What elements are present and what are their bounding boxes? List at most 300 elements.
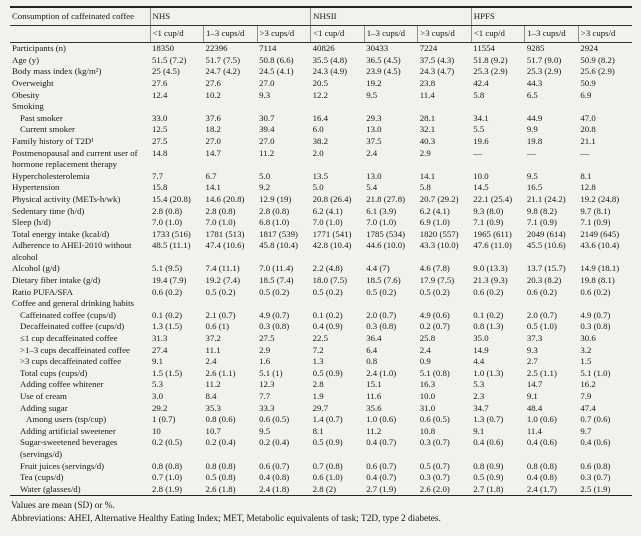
cell-value: 11.6 <box>366 391 382 401</box>
table-row <box>10 43 632 55</box>
table-row <box>10 206 632 218</box>
cell-value: 14.7 <box>526 379 543 390</box>
row-label: Hypercholesterolemia <box>12 170 90 181</box>
cell-value: 6.2 (4.1) <box>312 205 343 216</box>
cell-value: 30433 <box>366 43 389 54</box>
cell-value: 13.0 <box>366 170 382 181</box>
cell-value: 18.5 (7.6) <box>366 275 401 286</box>
cell-value: 2049 (614) <box>526 228 566 239</box>
cell-value: 5.8 <box>473 89 485 100</box>
cell-value: 1785 (534) <box>366 228 406 239</box>
row-label: Dietary fiber intake (g/d) <box>12 275 101 286</box>
cell-value: 7.7 <box>152 170 163 181</box>
cell-value: 11554 <box>473 43 495 54</box>
cell-value: 29.2 <box>152 402 168 413</box>
cell-value: 6.5 <box>526 89 538 100</box>
cell-value: 4.6 (7.8) <box>419 263 450 274</box>
table-row <box>10 217 632 229</box>
cell-value <box>204 298 258 310</box>
cell-value: 1.0 (0.6) <box>366 414 397 425</box>
cell-value: 7.0 (1.0) <box>205 217 236 228</box>
table-stub-header: Consumption of caffeinated coffee <box>10 7 150 25</box>
cell-value: 1.6 <box>259 356 271 367</box>
cell-value: 34.1 <box>473 112 489 123</box>
cell-value: 0.7 (1.0) <box>152 472 183 483</box>
row-label: Water (glasses/d) <box>20 483 81 494</box>
row-label: Sedentary time (h/d) <box>12 205 85 216</box>
cell-value: 25.3 (2.9) <box>526 66 562 77</box>
footnote-abbreviations: Abbreviations: AHEI, Alternative Healthy Eating Index; MET, Metabolic equivalents of task; T2D, type 2 diabetes. <box>11 514 441 525</box>
row-label: >1–3 cups decaffeinated coffee <box>20 344 130 355</box>
table-row <box>10 321 632 333</box>
cell-value: 2.8 (2) <box>312 483 337 494</box>
cell-value: 22396 <box>205 43 228 54</box>
cell-value: 9.5 <box>526 170 538 181</box>
dose-header: <1 cup/d <box>311 25 365 43</box>
cell-value: 9.3 <box>259 89 271 100</box>
cell-value: 48.5 (11.1) <box>152 240 191 251</box>
cell-value: 6.2 (4.1) <box>419 205 450 216</box>
cell-value: 9.7 <box>580 425 592 436</box>
cell-value: 2.3 <box>473 391 485 401</box>
cell-value: 0.4 (0.6) <box>526 437 557 448</box>
cell-value: 24.3 (4.9) <box>312 66 348 77</box>
cell-value: 22.1 (25.4) <box>473 193 513 204</box>
cell-value: 0.4 (0.7) <box>366 437 397 448</box>
row-label: Among users (tsp/cup) <box>26 414 107 425</box>
cell-value: 0.6 (0.7) <box>366 460 397 471</box>
cell-value: 0.8 (0.9) <box>473 460 504 471</box>
cell-value: 2.6 (1.8) <box>205 483 236 494</box>
cohort-header-row <box>10 7 632 25</box>
cell-value: 21.1 <box>580 135 596 146</box>
cell-value: 23.8 <box>419 77 436 88</box>
dose-header-row <box>10 25 632 43</box>
row-label: Total energy intake (kcal/d) <box>12 228 110 239</box>
cell-value <box>418 101 472 113</box>
cell-value: 50.8 (6.6) <box>259 54 294 65</box>
cell-value: 48.4 <box>526 402 543 413</box>
table-row <box>10 55 632 67</box>
cell-value: 1.4 (0.7) <box>312 414 343 425</box>
cell-value: 0.4 (0.7) <box>366 472 397 483</box>
cell-value: 6.8 (1.0) <box>259 217 290 228</box>
cell-value <box>311 101 365 113</box>
cell-value <box>257 101 311 113</box>
table-row <box>10 171 632 183</box>
cell-value: 27.0 <box>205 135 221 146</box>
row-label: Body mass index (kg/m²) <box>12 66 102 77</box>
cell-value: 0.5 (0.2) <box>205 286 236 297</box>
table-row <box>10 379 632 391</box>
row-label: Overweight <box>12 77 54 88</box>
cell-value: 0.5 (0.2) <box>259 286 290 297</box>
cell-value: 2.0 (0.7) <box>526 309 557 320</box>
cell-value: 51.7 (9.0) <box>526 54 562 65</box>
cell-value: 6.9 (1.0) <box>419 217 450 228</box>
cell-value: 2924 <box>580 43 598 54</box>
cell-value: 25 (4.5) <box>152 66 180 77</box>
cell-value: 37.3 <box>526 333 543 344</box>
cell-value: 5.1 (9.5) <box>152 263 183 274</box>
cell-value: 35.5 (4.8) <box>312 54 348 65</box>
cell-value: 36.5 (4.5) <box>366 54 401 65</box>
section-row <box>10 298 632 310</box>
cell-value: 18350 <box>152 43 174 54</box>
cell-value: 43.3 (10.0) <box>419 240 459 251</box>
row-label: >3 cups decaffeinated coffee <box>20 356 122 367</box>
table-row <box>10 461 632 473</box>
cell-value: 19.8 <box>526 135 543 146</box>
row-label: Postmenopausal and current user of hormone replacement therapy <box>12 147 138 170</box>
cell-value: 2.8 (0.8) <box>152 205 183 216</box>
cell-value: 1817 (539) <box>259 228 298 239</box>
cell-value: 10.2 <box>205 89 221 100</box>
cell-value: 0.6 (0.2) <box>152 286 183 297</box>
cell-value: 27.0 <box>259 77 275 88</box>
cell-value: 31.3 <box>152 333 168 344</box>
cell-value: 24.3 (4.7) <box>419 66 455 77</box>
cell-value: 47.4 <box>580 402 596 413</box>
cell-value: 29.3 <box>366 112 382 123</box>
cell-value: 9.3 <box>526 344 538 355</box>
cell-value: 7.7 <box>259 391 271 401</box>
cell-value: 2.7 <box>526 356 538 367</box>
cell-value: 11.2 <box>205 379 221 390</box>
row-label: Tea (cups/d) <box>20 472 64 483</box>
cell-value: 7.1 (0.9) <box>526 217 557 228</box>
cohort-header-nhsii: NHSII <box>311 7 472 25</box>
cell-value: 14.1 <box>205 182 221 193</box>
cell-value: 2.4 <box>205 356 217 367</box>
cell-value: 5.8 <box>419 182 431 193</box>
cell-value: 14.5 <box>473 182 489 193</box>
cell-value: 0.5 (0.9) <box>312 437 343 448</box>
cell-value: 14.1 <box>419 170 436 181</box>
cell-value: 0.7 (0.6) <box>580 414 611 425</box>
cell-value: 12.8 <box>580 182 596 193</box>
table-row <box>10 345 632 357</box>
cell-value: 1.0 (1.3) <box>473 367 504 378</box>
cell-value: 9.8 (8.2) <box>526 205 557 216</box>
cell-value: 4.9 (0.6) <box>419 309 450 320</box>
cell-value: 18.0 (7.5) <box>312 275 348 286</box>
row-label: Past smoker <box>20 112 63 123</box>
row-label: Adding artificial sweetener <box>20 425 116 436</box>
table-row <box>10 333 632 345</box>
cell-value: 14.7 <box>205 147 221 158</box>
cell-value <box>364 101 418 113</box>
table-row <box>10 403 632 415</box>
cell-value: 32.1 <box>419 124 436 135</box>
cell-value: 6.4 <box>366 344 378 355</box>
cell-value: 0.1 (0.2) <box>152 309 183 320</box>
cell-value: 1.5 (1.5) <box>152 367 183 378</box>
cell-value: 47.4 (10.6) <box>205 240 245 251</box>
cell-value: 0.6 (0.2) <box>526 286 557 297</box>
table-row <box>10 368 632 380</box>
cell-value: 0.6 (0.5) <box>259 414 290 425</box>
cell-value: 12.9 (19) <box>259 193 292 204</box>
table-row <box>10 437 632 460</box>
row-label: Use of cream <box>20 391 67 401</box>
cell-value: 5.0 <box>259 170 271 181</box>
cell-value: — <box>473 147 483 158</box>
cell-value: 30.6 <box>580 333 596 344</box>
cell-value: 11.4 <box>526 425 542 436</box>
section-row <box>10 101 632 113</box>
cell-value: 7.2 <box>312 344 324 355</box>
table-header <box>10 7 632 43</box>
dose-header: <1 cup/d <box>471 25 525 43</box>
table-row <box>10 124 632 136</box>
cell-value: 19.2 (24.8) <box>580 193 620 204</box>
cell-value: 0.5 (0.7) <box>419 460 450 471</box>
cell-value: 19.2 <box>366 77 382 88</box>
cell-value: 2.4 (1.7) <box>526 483 557 494</box>
cell-value <box>364 298 418 310</box>
cell-value: 0.9 <box>419 356 431 367</box>
row-label: Total cups (cups/d) <box>20 367 88 378</box>
row-label: Adherence to AHEI-2010 without alcohol <box>12 240 132 262</box>
cell-value: 0.6 (0.5) <box>419 414 450 425</box>
cell-value: 42.8 (10.4) <box>312 240 352 251</box>
cell-value: 2.8 (1.9) <box>152 483 183 494</box>
row-label: Adding coffee whitener <box>20 379 104 390</box>
cell-value: 2.0 (0.7) <box>366 309 397 320</box>
table-row <box>10 310 632 322</box>
cell-value: 12.4 <box>152 89 168 100</box>
cell-value: 0.5 (0.2) <box>312 286 343 297</box>
cell-value: 9.1 <box>526 391 538 401</box>
cell-value: 9.7 (8.1) <box>580 205 611 216</box>
cell-value: 9.0 (13.3) <box>473 263 508 274</box>
cell-value: 15.4 (20.8) <box>152 193 191 204</box>
cell-value: 45.5 (10.6) <box>526 240 566 251</box>
cell-value: 5.3 <box>152 379 163 390</box>
cell-value: 25.3 (2.9) <box>473 66 508 77</box>
table-row <box>10 182 632 194</box>
cell-value: 0.2 (0.4) <box>205 437 236 448</box>
cell-value: 25.6 (2.9) <box>580 66 615 77</box>
cell-value: 19.4 (7.9) <box>152 275 187 286</box>
cell-value: 1.9 <box>312 391 324 401</box>
table-row <box>10 275 632 287</box>
cell-value: 9.1 <box>152 356 163 367</box>
cell-value: 11.4 <box>419 89 435 100</box>
cell-value: 16.2 <box>580 379 596 390</box>
cell-value: 47.6 (11.0) <box>473 240 512 251</box>
cell-value: 1.0 (0.6) <box>526 414 557 425</box>
cell-value: 2.9 <box>419 147 431 158</box>
cell-value: 14.8 <box>152 147 168 158</box>
cohort-header-nhs: NHS <box>150 7 311 25</box>
row-label: Ratio PUFA/SFA <box>12 286 74 297</box>
dose-header: >3 cups/d <box>257 25 311 43</box>
cell-value: 0.5 (0.2) <box>419 286 450 297</box>
cell-value: 39.4 <box>259 124 275 135</box>
cell-value: 27.5 <box>152 135 168 146</box>
cell-value: 0.5 (0.9) <box>312 367 343 378</box>
cell-value <box>525 298 579 310</box>
cell-value: 0.5 (1.0) <box>526 321 557 332</box>
cell-value: 1781 (513) <box>205 228 245 239</box>
cell-value: 2.2 (4.8) <box>312 263 343 274</box>
row-label: Participants (n) <box>12 43 66 54</box>
table-body <box>10 43 632 496</box>
row-label: Coffee and general drinking habits <box>12 298 134 309</box>
cell-value: 40.3 <box>419 135 436 146</box>
cell-value: 13.5 <box>312 170 329 181</box>
cell-value: 7114 <box>259 43 277 54</box>
table-row <box>10 414 632 426</box>
row-label: Alcohol (g/d) <box>12 263 60 274</box>
cell-value: 24.7 (4.2) <box>205 66 240 77</box>
cell-value: 35.0 <box>473 333 489 344</box>
cell-value: 21.3 (9.3) <box>473 275 508 286</box>
cell-value <box>204 101 258 113</box>
cell-value: 6.0 <box>312 124 324 135</box>
table-row <box>10 66 632 78</box>
cell-value: 45.8 (10.4) <box>259 240 298 251</box>
cell-value: 18.2 <box>205 124 221 135</box>
cell-value: 9.5 <box>259 425 271 436</box>
row-label: Adding sugar <box>20 402 68 413</box>
cell-value: 1 (0.7) <box>152 414 176 425</box>
cell-value: 0.2 (0.7) <box>419 321 450 332</box>
cell-value: 0.4 (0.6) <box>580 437 611 448</box>
cell-value <box>150 298 204 310</box>
cell-value: 33.3 <box>259 402 275 413</box>
cell-value: 9.2 <box>259 182 271 193</box>
cell-value: 22.5 <box>312 333 329 344</box>
cell-value: 1965 (611) <box>473 228 512 239</box>
table-row <box>10 472 632 484</box>
cell-value: 37.5 <box>366 135 382 146</box>
cell-value: 12.5 <box>152 124 168 135</box>
cell-value: 0.8 (1.3) <box>473 321 504 332</box>
cell-value: 7.0 (1.0) <box>366 217 397 228</box>
table-row <box>10 356 632 368</box>
cell-value: 7.0 (1.0) <box>312 217 343 228</box>
dose-header: >3 cups/d <box>418 25 472 43</box>
cell-value: 5.4 <box>366 182 378 193</box>
cell-value: 44.6 (10.0) <box>366 240 406 251</box>
cell-value: 13.7 (15.7) <box>526 263 566 274</box>
cell-value: 3.2 <box>580 344 592 355</box>
cell-value: 6.1 (3.9) <box>366 205 397 216</box>
cell-value: 14.9 (18.1) <box>580 263 620 274</box>
footnotes <box>11 500 632 526</box>
cell-value: 0.1 (0.2) <box>312 309 343 320</box>
cell-value <box>471 101 525 113</box>
cell-value: 11.2 <box>366 425 382 436</box>
cell-value: 0.4 (0.9) <box>312 321 343 332</box>
cell-value: 7224 <box>419 43 438 54</box>
cell-value: 2.0 <box>312 147 324 158</box>
cell-value: 38.2 <box>312 135 329 146</box>
table-row <box>10 484 632 496</box>
cell-value: 27.6 <box>152 77 168 88</box>
cell-value <box>418 298 472 310</box>
cell-value: 15.1 <box>366 379 382 390</box>
cell-value: 12.2 <box>312 89 329 100</box>
cell-value: 16.5 <box>526 182 543 193</box>
cell-value: — <box>580 147 590 158</box>
cell-value: 7.4 (11.1) <box>205 263 240 274</box>
cell-value: 0.7 (0.8) <box>312 460 343 471</box>
cell-value: 0.8 <box>366 356 378 367</box>
table-row <box>10 194 632 206</box>
cell-value: 7.1 (0.9) <box>580 217 611 228</box>
cell-value: 27.4 <box>152 344 168 355</box>
table-row <box>10 229 632 241</box>
cell-value: 51.7 (7.5) <box>205 54 240 65</box>
cell-value: 9285 <box>526 43 545 54</box>
cell-value: 34.7 <box>473 402 489 413</box>
cell-value: 2.7 (1.9) <box>366 483 397 494</box>
cell-value: 35.6 <box>366 402 382 413</box>
cell-value: 0.4 (0.8) <box>526 472 557 483</box>
cell-value: 0.1 (0.2) <box>473 309 504 320</box>
cell-value: 2.5 (1.1) <box>526 367 557 378</box>
table-row <box>10 136 632 148</box>
row-label: Physical activity (METs-h/wk) <box>12 193 121 204</box>
cell-value: 16.4 <box>312 112 329 123</box>
cell-value: 20.8 <box>580 124 596 135</box>
cell-value <box>311 298 365 310</box>
cell-value: 1.3 <box>312 356 324 367</box>
cell-value: 8.1 <box>312 425 324 436</box>
row-label: Sugar-sweetened beverages (servings/d) <box>20 437 118 459</box>
row-label: Obesity <box>12 89 40 100</box>
row-label: Family history of T2D¹ <box>12 135 94 146</box>
cell-value: 1.3 (0.7) <box>473 414 504 425</box>
cell-value: 51.5 (7.2) <box>152 54 187 65</box>
cell-value: 10 <box>152 425 161 436</box>
cell-value: 19.6 <box>473 135 489 146</box>
dose-header: 1–3 cups/d <box>204 25 258 43</box>
cell-value: 7.1 (0.9) <box>473 217 504 228</box>
cell-value: 0.3 (0.8) <box>366 321 397 332</box>
cell-value: 43.6 (10.4) <box>580 240 620 251</box>
cell-value: 0.8 (0.6) <box>205 414 236 425</box>
cell-value: 0.4 (0.6) <box>473 437 504 448</box>
cell-value <box>257 298 311 310</box>
cell-value: 2.7 (1.8) <box>473 483 504 494</box>
cell-value: 0.6 (0.2) <box>473 286 504 297</box>
cell-value: 6.7 <box>205 170 217 181</box>
row-label: Decaffeinated coffee (cups/d) <box>20 321 125 332</box>
row-label: Current smoker <box>20 124 75 135</box>
cell-value: 35.3 <box>205 402 221 413</box>
cell-value: 37.6 <box>205 112 221 123</box>
cell-value: 37.2 <box>205 333 221 344</box>
cell-value: 10.0 <box>473 170 489 181</box>
cell-value: 19.2 (7.4) <box>205 275 240 286</box>
cell-value: 5.1 (1) <box>259 367 283 378</box>
cell-value: 2.5 (1.9) <box>580 483 611 494</box>
cell-value: 10.7 <box>205 425 221 436</box>
cell-value: 30.7 <box>259 112 275 123</box>
cell-value: 2.8 <box>312 379 324 390</box>
cell-value: 0.6 (0.2) <box>580 286 611 297</box>
cell-value: 7.0 (1.0) <box>152 217 183 228</box>
cell-value: 8.4 <box>205 391 217 401</box>
cell-value: 50.9 (8.2) <box>580 54 615 65</box>
cell-value: 6.9 <box>580 89 592 100</box>
cell-value: 13.0 <box>366 124 382 135</box>
